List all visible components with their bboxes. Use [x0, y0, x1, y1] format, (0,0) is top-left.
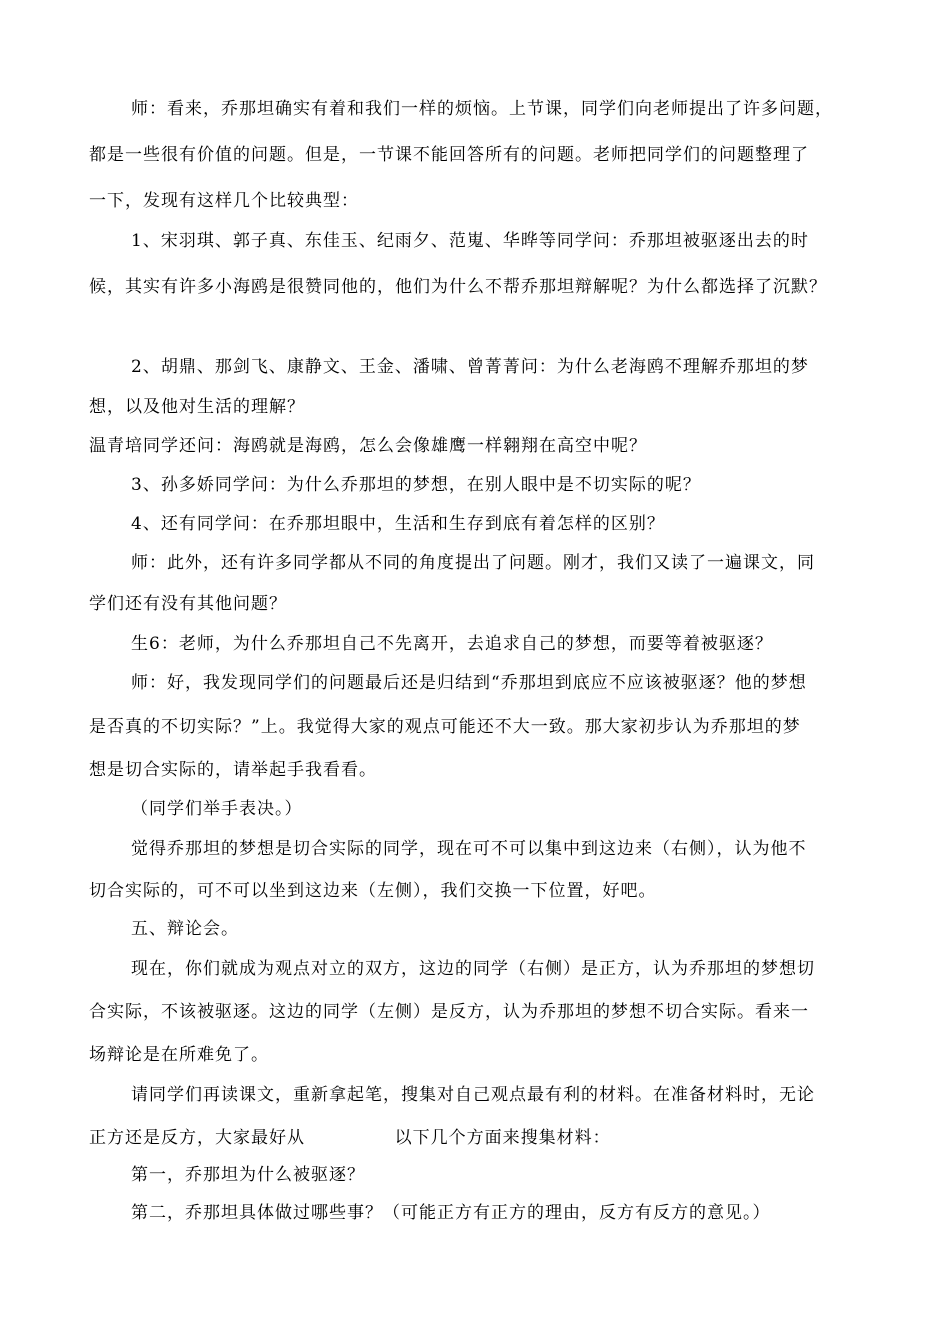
paragraph-line: 第二，乔那坦具体做过哪些事？（可能正方有正方的理由，反方有反方的意见。）	[131, 1203, 771, 1223]
paragraph-line: 师：看来，乔那坦确实有着和我们一样的烦恼。上节课，同学们向老师提出了许多问题，	[131, 99, 833, 119]
paragraph-line: 觉得乔那坦的梦想是切合实际的同学，现在可不可以集中到这边来（右侧），认为他不	[131, 839, 807, 859]
paragraph-line: 师：此外，还有许多同学都从不同的角度提出了问题。刚才，我们又读了一遍课文，同	[131, 553, 815, 573]
paragraph-line: （同学们举手表决。）	[131, 799, 303, 819]
paragraph-line: 切合实际的，可不可以坐到这边来（左侧），我们交换一下位置，好吧。	[89, 881, 657, 901]
paragraph-line: 2、胡鼎、那剑飞、康静文、王金、潘啸、曾菁菁问：为什么老海鸥不理解乔那坦的梦	[131, 357, 809, 377]
paragraph-line: 第一，乔那坦为什么被驱逐？	[131, 1165, 365, 1185]
paragraph-line: 请同学们再读课文，重新拿起笔，搜集对自己观点最有利的材料。在准备材料时，无论	[131, 1085, 815, 1105]
paragraph-line: 现在，你们就成为观点对立的双方，这边的同学（右侧）是正方，认为乔那坦的梦想切	[131, 959, 815, 979]
paragraph-line: 是否真的不切实际？”上。我觉得大家的观点可能还不大一致。那大家初步认为乔那坦的梦	[89, 717, 801, 737]
paragraph-line: 想，以及他对生活的理解？	[89, 397, 305, 417]
paragraph-line: 1、宋羽琪、郭子真、东佳玉、纪雨夕、范嵬、华晔等同学问：乔那坦被驱逐出去的时	[131, 231, 809, 251]
paragraph-line: 4、还有同学问：在乔那坦眼中，生活和生存到底有着怎样的区别？	[131, 514, 665, 534]
paragraph-line: 正方还是反方，大家最好从 以下几个方面来搜集材料：	[89, 1128, 611, 1148]
section-heading: 五、辩论会。	[131, 919, 239, 939]
paragraph-line: 都是一些很有价值的问题。但是，一节课不能回答所有的问题。老师把同学们的问题整理了	[89, 145, 809, 165]
paragraph-line: 一下，发现有这样几个比较典型：	[89, 191, 359, 211]
paragraph-line: 场辩论是在所难免了。	[89, 1045, 269, 1065]
paragraph-line: 合实际，不该被驱逐。这边的同学（左侧）是反方，认为乔那坦的梦想不切合实际。看来一	[89, 1002, 809, 1022]
paragraph-line: 师：好，我发现同学们的问题最后还是归结到“乔那坦到底应不应该被驱逐？他的梦想	[131, 673, 807, 693]
paragraph-line: 3、孙多娇同学问：为什么乔那坦的梦想，在别人眼中是不切实际的呢？	[131, 475, 701, 495]
paragraph-line: 候，其实有许多小海鸥是很赞同他的，他们为什么不帮乔那坦辩解呢？为什么都选择了沉默？	[89, 277, 827, 297]
paragraph-line: 学们还有没有其他问题？	[89, 594, 287, 614]
paragraph-line: 生6：老师，为什么乔那坦自己不先离开，去追求自己的梦想，而要等着被驱逐？	[131, 634, 773, 654]
paragraph-line: 温青培同学还问：海鸥就是海鸥，怎么会像雄鹰一样翱翔在高空中呢？	[89, 436, 647, 456]
paragraph-line: 想是切合实际的，请举起手我看看。	[89, 760, 377, 780]
